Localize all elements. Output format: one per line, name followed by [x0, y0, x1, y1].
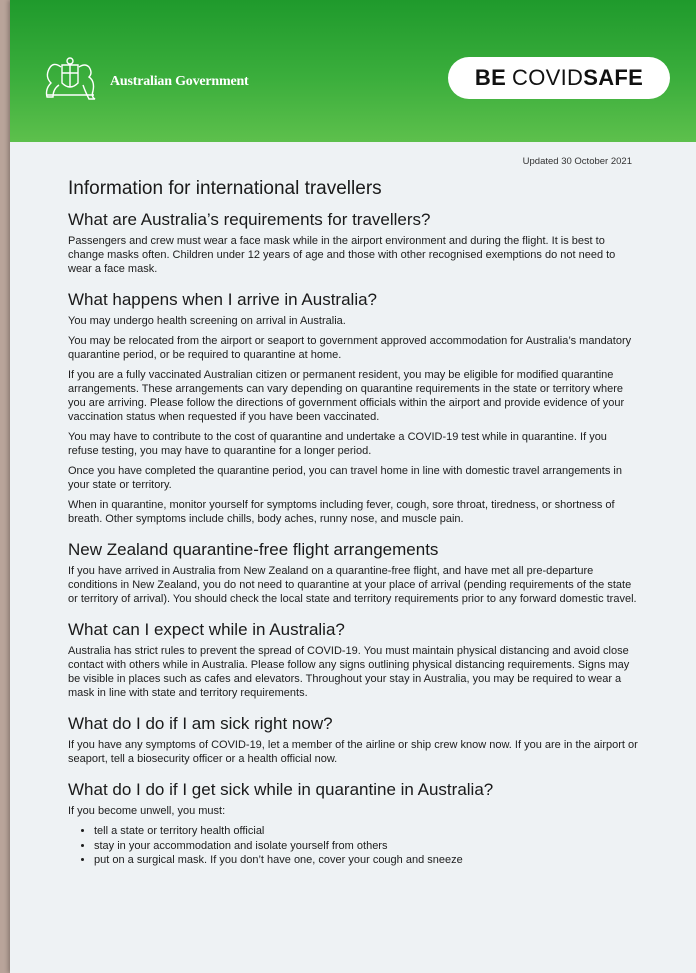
section-heading: New Zealand quarantine-free flight arrangements: [68, 540, 439, 559]
paragraph: Australia has strict rules to prevent the spread of COVID-19. You must maintain physical distancing and avoid close contact with others while in Australia. Please follow any signs outlining physical distancing requirements. Signs may be visible in places such as cafes and elevators. Throughout your stay in Australia, you may be required to wear a mask in line with state and territory requirements.: [68, 645, 630, 699]
paragraph: If you become unwell, you must:: [68, 805, 226, 817]
paragraph: If you have arrived in Australia from New Zealand on a quarantine-free flight, and have met all pre-departure conditions in New Zealand, you do not need to quarantine at your place of arrival (pending requirements of the state or territory of arrival). You should check the local state and territory requirements prior to any forward domestic travel.: [68, 565, 637, 605]
paragraph: You may have to contribute to the cost of quarantine and undertake a COVID-19 test while in quarantine. If you refuse testing, you may have to quarantine for a longer period.: [68, 431, 607, 457]
section-heading: What happens when I arrive in Australia?: [68, 290, 378, 309]
paragraph: When in quarantine, monitor yourself for symptoms including fever, cough, sore throat, tiredness, or shortness of breath. Other symptoms include chills, body aches, runny nose, and muscle pain.: [68, 499, 615, 525]
section-new-zealand: [68, 540, 640, 606]
section-sick-in-quarantine: [68, 780, 640, 868]
paragraph: Passengers and crew must wear a face mask while in the airport environment and during the flight. It is best to change masks often. Children under 12 years of age and those with other recognised exemptions do not need to wear a face mask.: [68, 235, 616, 275]
section-sick-now: [68, 714, 640, 766]
coat-of-arms-icon: [34, 55, 106, 101]
section-while-in-australia: [68, 620, 640, 700]
paragraph: You may undergo health screening on arrival in Australia.: [68, 315, 346, 327]
be-covidsafe-badge: [448, 57, 670, 99]
list-item: • stay in your accommodation and isolate yourself from others: [94, 839, 640, 854]
bullet-list: [68, 824, 640, 868]
badge-text-be: BE: [474, 65, 507, 90]
badge-text-covid: COVID: [512, 65, 584, 90]
section-heading: What do I do if I get sick while in quarantine in Australia?: [68, 780, 494, 799]
paragraph: If you have any symptoms of COVID-19, let a member of the airline or ship crew know now. If you are in the airport or seaport, tell a biosecurity officer or a health official now.: [68, 739, 638, 765]
list-item: • tell a state or territory health official: [94, 824, 640, 839]
updated-date: Updated 30 October 2021: [522, 156, 632, 167]
section-on-arrival: [68, 290, 640, 526]
paragraph: You may be relocated from the airport or seaport to government approved accommodation for Australia’s mandatory quarantine period, or be required to quarantine at home.: [68, 335, 632, 361]
paragraph: If you are a fully vaccinated Australian citizen or permanent resident, you may be eligible for modified quarantine arrangements. These arrangements can vary depending on quarantine requirements in the state or territory where you are arriving. Please follow the directions of government officials within the airport and provide evidence of your vaccination status when requested if you have been vaccinated.: [68, 369, 625, 423]
list-item: • put on a surgical mask. If you don’t have one, cover your cough and sneeze: [94, 853, 640, 868]
section-heading: What can I expect while in Australia?: [68, 620, 345, 639]
section-traveller-requirements: [68, 210, 640, 276]
page-title: Information for international travellers: [68, 178, 382, 199]
document-body: [68, 178, 640, 882]
government-name: Australian Government: [110, 74, 249, 89]
header-banner: [10, 0, 696, 142]
badge-text-safe: SAFE: [583, 65, 644, 90]
document-page: [10, 0, 696, 973]
paragraph: Once you have completed the quarantine period, you can travel home in line with domestic travel arrangements in your state or territory.: [68, 465, 622, 491]
section-heading: What do I do if I am sick right now?: [68, 714, 333, 733]
section-heading: What are Australia’s requirements for travellers?: [68, 210, 431, 229]
